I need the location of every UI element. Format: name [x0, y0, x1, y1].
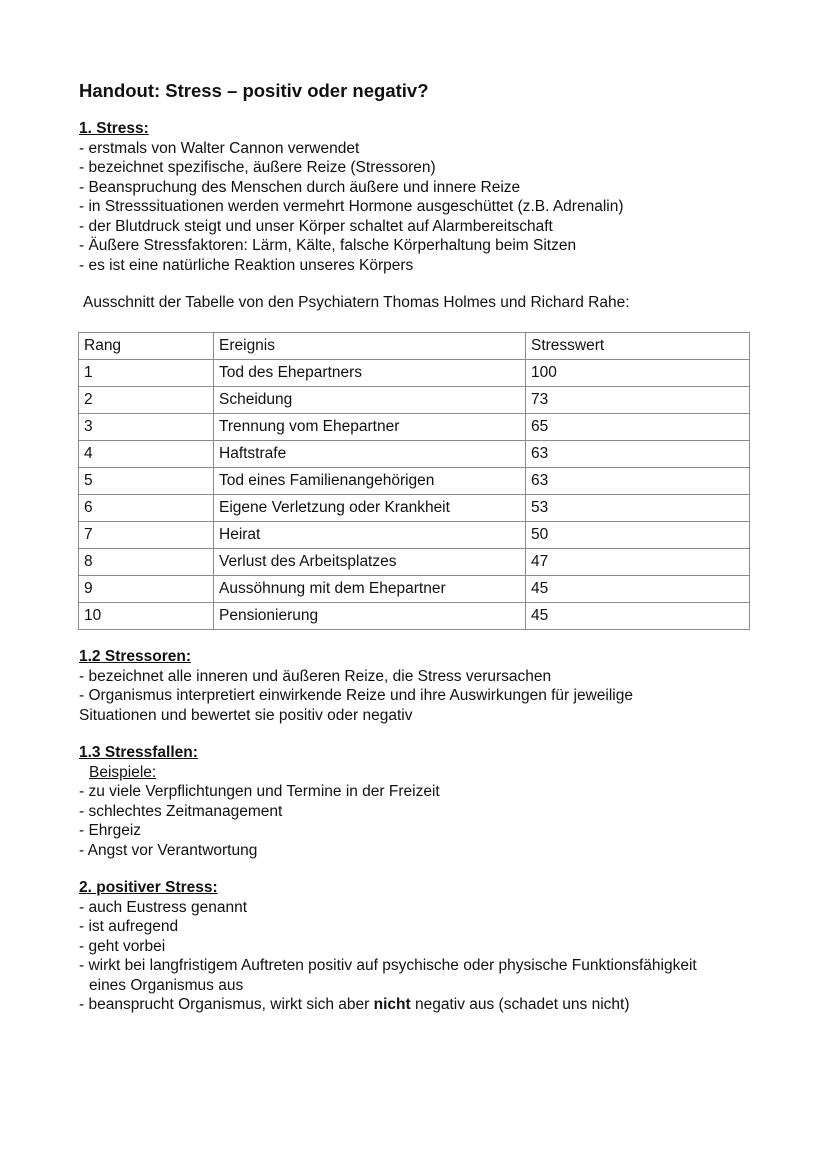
table-caption: Ausschnitt der Tabelle von den Psychiatern Thomas Holmes und Richard Rahe: — [83, 294, 630, 311]
rank-cell: 3 — [79, 414, 214, 441]
section-stressoren — [79, 647, 633, 725]
event-cell: Tod eines Familienangehörigen — [214, 468, 526, 495]
emphasis-text: nicht — [373, 996, 411, 1013]
header-cell: Stresswert — [526, 333, 750, 360]
value-cell: 53 — [526, 495, 750, 522]
list-item — [79, 995, 697, 1015]
list-item: - bezeichnet alle inneren und äußeren Reize, die Stress verursachen — [79, 667, 552, 685]
value-cell: 47 — [526, 549, 750, 576]
rank-cell: 8 — [79, 549, 214, 576]
section-heading: 1.3 Stressfallen: — [79, 744, 198, 761]
list-item: - Äußere Stressfaktoren: Lärm, Kälte, falsche Körperhaltung beim Sitzen — [79, 237, 577, 254]
table-row — [79, 576, 750, 603]
value-cell: 45 — [526, 576, 750, 603]
list-item: - ist aufregend — [79, 918, 179, 935]
list-item: - der Blutdruck steigt und unser Körper schaltet auf Alarmbereitschaft — [79, 217, 553, 235]
value-cell: 45 — [526, 603, 750, 630]
list-item: - auch Eustress genannt — [79, 898, 248, 916]
rank-cell: 5 — [79, 468, 214, 495]
table-row — [79, 522, 750, 549]
section-positiver-stress — [79, 878, 697, 1015]
rank-cell: 4 — [79, 441, 214, 468]
list-item: - wirkt bei langfristigem Auftreten positiv auf psychische oder physische Funktionsfähigkeit — [79, 957, 697, 974]
event-cell: Haftstrafe — [214, 441, 526, 468]
section-heading: 1. Stress: — [79, 120, 149, 137]
value-cell: 73 — [526, 387, 750, 414]
section-stressfallen — [79, 743, 440, 860]
list-item-continuation: eines Organismus aus — [89, 976, 244, 994]
rank-cell: 10 — [79, 603, 214, 630]
section-heading: 2. positiver Stress: — [79, 879, 218, 896]
table-row — [79, 603, 750, 630]
table-row — [79, 441, 750, 468]
rank-cell: 9 — [79, 576, 214, 603]
list-item: Situationen und bewertet sie positiv oder negativ — [79, 706, 413, 724]
list-item: - bezeichnet spezifische, äußere Reize (Stressoren) — [79, 159, 436, 176]
rank-cell: 2 — [79, 387, 214, 414]
value-cell: 63 — [526, 441, 750, 468]
event-cell: Verlust des Arbeitsplatzes — [214, 549, 526, 576]
rank-cell: 6 — [79, 495, 214, 522]
table-row — [79, 468, 750, 495]
document-title: Handout: Stress – positiv oder negativ? — [79, 80, 429, 101]
list-item: - Beanspruchung des Menschen durch äußere und innere Reize — [79, 178, 521, 196]
event-cell: Tod des Ehepartners — [214, 360, 526, 387]
table-row — [79, 495, 750, 522]
value-cell: 50 — [526, 522, 750, 549]
list-item: - geht vorbei — [79, 937, 166, 955]
section-heading: 1.2 Stressoren: — [79, 648, 191, 665]
header-cell: Ereignis — [214, 333, 526, 360]
list-item: - erstmals von Walter Cannon verwendet — [79, 139, 360, 157]
event-cell: Aussöhnung mit dem Ehepartner — [214, 576, 526, 603]
value-cell: 63 — [526, 468, 750, 495]
table-row — [79, 360, 750, 387]
table-row — [79, 387, 750, 414]
list-item: - Angst vor Verantwortung — [79, 841, 258, 859]
table-header-row — [79, 333, 750, 360]
event-cell: Heirat — [214, 522, 526, 549]
stress-ranking-table — [78, 332, 750, 630]
list-item: - zu viele Verpflichtungen und Termine in der Freizeit — [79, 783, 440, 800]
event-cell: Eigene Verletzung oder Krankheit — [214, 495, 526, 522]
text-segment: negativ aus (schadet uns nicht) — [410, 996, 630, 1013]
event-cell: Pensionierung — [214, 603, 526, 630]
table-row — [79, 414, 750, 441]
table-row — [79, 549, 750, 576]
header-cell: Rang — [79, 333, 214, 360]
list-item: - Organismus interpretiert einwirkende Reize und ihre Auswirkungen für jeweilige — [79, 687, 633, 704]
examples-subheading: Beispiele: — [89, 763, 157, 781]
event-cell: Scheidung — [214, 387, 526, 414]
value-cell: 100 — [526, 360, 750, 387]
event-cell: Trennung vom Ehepartner — [214, 414, 526, 441]
list-item: - schlechtes Zeitmanagement — [79, 802, 283, 820]
rank-cell: 7 — [79, 522, 214, 549]
value-cell: 65 — [526, 414, 750, 441]
list-item: - in Stresssituationen werden vermehrt Hormone ausgeschüttet (z.B. Adrenalin) — [79, 198, 624, 215]
list-item: - es ist eine natürliche Reaktion unseres Körpers — [79, 256, 414, 274]
section-stress — [79, 119, 623, 275]
rank-cell: 1 — [79, 360, 214, 387]
text-segment: - beansprucht Organismus, wirkt sich aber — [79, 996, 374, 1013]
list-item: - Ehrgeiz — [79, 822, 142, 839]
